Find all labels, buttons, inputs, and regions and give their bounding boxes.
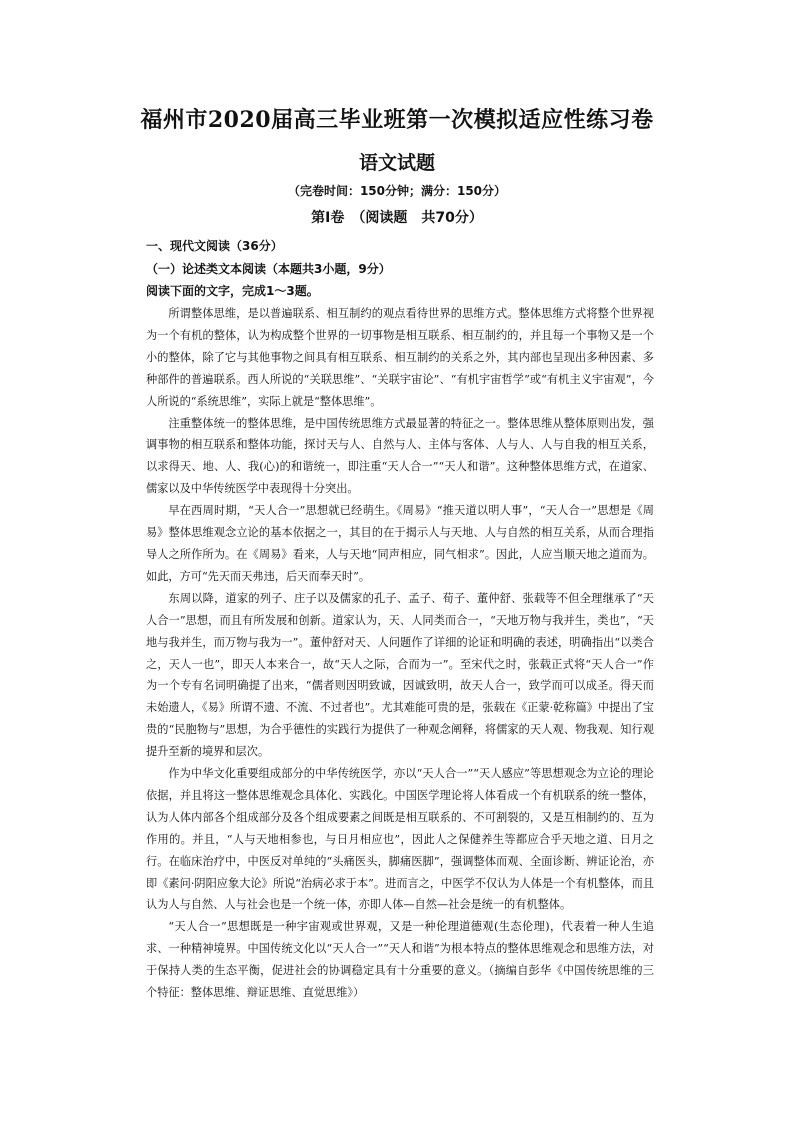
article-paragraph-text: “天人合一”思想既是一种宇宙观或世界观，又是一种伦理道德观(生态伦理)，代表着一种人生追求、一种精神境界。中国传统文化以“天人合一”“天人和谐”为根本特点的整体思维观念和思维方法，对于保持人类的生态平衡，促进社会的协调稳定具有十分重要的意义。 — [146, 920, 654, 978]
article-body — [146, 303, 654, 1004]
section-subheading: （一）论述类文本阅读（本题共3小题，9分） — [146, 262, 391, 276]
reading-instruction: 阅读下面的文字，完成1～3题。 — [146, 284, 319, 298]
article-paragraph: 东周以降，道家的列子、庄子以及儒家的孔子、孟子、荀子、董仲舒、张载等不但全理继承了“天人合一”思想，而且有所发展和创新。道家认为，天、人同类而合一，“天地万物与我并生，类也”，“天地与我并生，而万物与我为一”。董仲舒对天、人问题作了详细的论证和明确的表述，明确指出“以类合之，天人一也”，即天人本来合一，故“天人之际，合而为一”。至宋代之时，张载正式将“天人合一”作为一个专有名词明确提了出来，“儒者则因明致诚，因诚致明，故天人合一，致学而可以成圣。得天而未始遗人，《易》所谓不遗、不流、不过者也”。尤其难能可贵的是，张载在《正蒙·乾称篇》中提出了宝贵的“民胞物与”思想，为合乎德性的实践行为提供了一种观念阐释，将儒家的天人观、物我观、知行观提升至新的境界和层次。 — [146, 591, 654, 759]
article-paragraph: 所谓整体思维，是以普遍联系、相互制约的观点看待世界的思维方式。整体思维方式将整个世界视为一个有机的整体，认为构成整个世界的一切事物是相互联系、相互制约的，并且每一个事物又是一个小的整体，除了它与其他事物之间具有相互联系、相互制约的关系之外，其内部也呈现出多种因素、多种部件的普遍联系。西人所说的“关联思维”、“关联宇宙论”、“有机宇宙哲学”或“有机主义宇宙观”，今人所说的“系统思维”，实际上就是“整体思维”。 — [146, 307, 654, 408]
article-paragraph: 注重整体统一的整体思维，是中国传统思维方式最显著的特征之一。整体思维从整体原则出发，强调事物的相互联系和整体功能，探讨天与人、自然与人、主体与客体、人与人、人与自我的相互关系，以求得天、地、人、我(心)的和谐统一，即注重“天人合一”“天人和谐”。这种整体思维方式，在道家、儒家以及中华传统医学中表现得十分突出。 — [146, 416, 654, 496]
article-source: （摘编自彭华《中国传统思维的三个特征：整体思维、辩证思维、直觉思维》） — [146, 964, 654, 1000]
exam-title: 福州市2020届高三毕业班第一次模拟适应性练习卷 — [140, 107, 654, 133]
exam-subtitle: 语文试题 — [358, 152, 435, 174]
article-paragraph: 早在西周时期，“天人合一”思想就已经萌生。《周易》“推天道以明人事”，“天人合一”思想是《周易》整体思维观念立论的基本依据之一，其目的在于揭示人与天地、人与自然的相互关系，从而合理指导人之所作所为。在《周易》看来，人与天地“同声相应，同气相求”。因此，人应当顺天地之道而为。如此，方可“先天而天弗违，后天而奉天时”。 — [146, 504, 654, 583]
article-paragraph-last — [146, 916, 654, 1004]
article-paragraph: 作为中华文化重要组成部分的中华传统医学，亦以“天人合一”“天人感应”等思想观念为立论的理论依据，并且将这一整体思维观念具体化、实践化。中国医学理论将人体看成一个有机联系的统一整体，认为人体内部各个组成部分及各个组成要素之间既是相互联系的、不可割裂的，又是互相制约的、互为作用的。并且，“人与天地相参也，与日月相应也”，因此人之保健养生等都应合乎天地之道、日月之行。在临床治疗中，中医反对单纯的“头痛医头，脚痛医脚”，强调整体而观、全面诊断、辨证论治，亦即《素问·阴阳应象大论》所说“治病必求于本”。进而言之，中医学不仅认为人体是一个有机整体，而且认为人与自然、人与社会也是一个统一体，亦即人体—自然—社会是统一的有机整体。 — [146, 767, 654, 912]
volume-heading: 第Ⅰ卷 （阅读题 共70分） — [311, 210, 483, 226]
time-info: （完卷时间：150分钟；满分：150分） — [287, 184, 507, 198]
section-heading: 一、现代文阅读（36分） — [146, 239, 283, 253]
